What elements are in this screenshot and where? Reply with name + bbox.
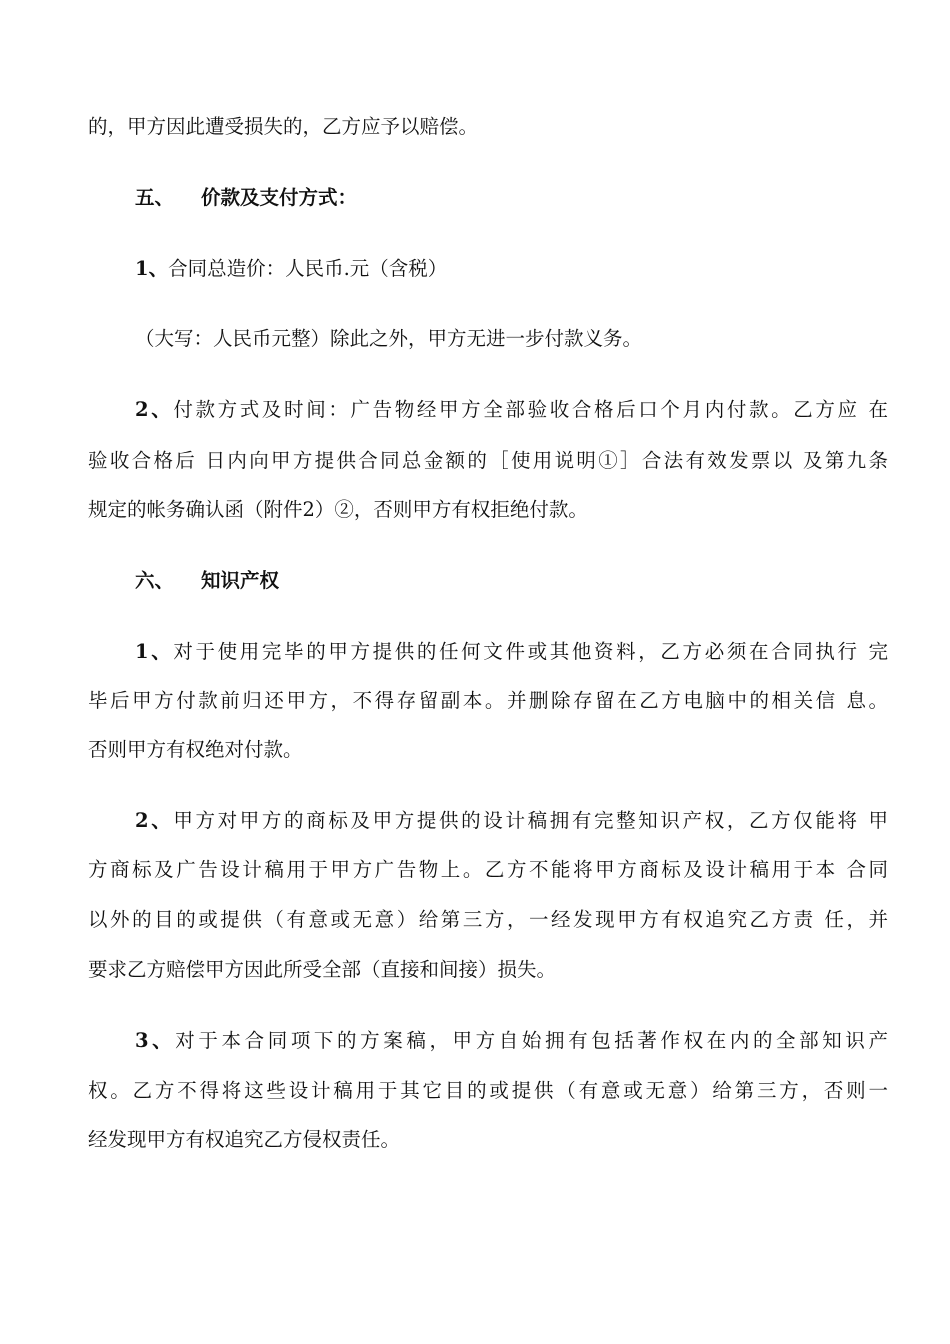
clause-text: 对于使用完毕的甲方提供的任何文件或其他资料，乙方必须在合同执行 完 <box>173 640 888 663</box>
section-heading-5 <box>135 185 357 211</box>
clause-5-2-line-1 <box>135 397 888 423</box>
clause-text: 付款方式及时间：广告物经甲方全部验收合格后口个月内付款。乙方应 在 <box>173 398 888 421</box>
clause-number: 2、 <box>135 398 174 421</box>
section-number: 五、 <box>135 186 175 209</box>
clause-6-2-line-2: 方商标及广告设计稿用于甲方广告物上。乙方不能将甲方商标及设计稿用于本 合同 <box>88 858 888 881</box>
clause-6-1-line-2: 毕后甲方付款前归还甲方，不得存留副本。并删除存留在乙方电脑中的相关信 息。 <box>88 689 888 712</box>
section-number: 六、 <box>135 569 175 592</box>
section-title: 价款及支付方式： <box>201 186 358 209</box>
clause-5-2-line-2: 验收合格后 日内向甲方提供合同总金额的［使用说明①］合法有效发票以 及第九条 <box>88 449 888 472</box>
clause-5-1-line-2: （大写：人民币元整）除此之外，甲方无进一步付款义务。 <box>135 327 643 350</box>
clause-6-3-line-1 <box>135 1028 888 1054</box>
paragraph-line: 的，甲方因此遭受损失的，乙方应予以赔偿。 <box>88 115 479 138</box>
clause-number: 3、 <box>135 1029 176 1052</box>
clause-6-2-line-1 <box>135 808 888 834</box>
section-heading-6 <box>135 568 279 594</box>
clause-6-1-line-1 <box>135 639 888 665</box>
clause-5-1-line-1 <box>135 256 888 282</box>
clause-6-1-line-3: 否则甲方有权绝对付款。 <box>88 738 303 761</box>
clause-number: 1、 <box>135 257 169 280</box>
clause-number: 1、 <box>135 640 174 663</box>
clause-text: 对于本合同项下的方案稿，甲方自始拥有包括著作权在内的全部知识产 <box>175 1029 888 1052</box>
clause-6-2-line-3: 以外的目的或提供（有意或无意）给第三方，一经发现甲方有权追究乙方责 任，并 <box>88 908 888 931</box>
section-title: 知识产权 <box>201 569 280 592</box>
clause-6-3-line-2: 权。乙方不得将这些设计稿用于其它目的或提供（有意或无意）给第三方，否则一 <box>88 1079 888 1102</box>
clause-number: 2、 <box>135 809 174 832</box>
clause-6-3-line-3: 经发现甲方有权追究乙方侵权责任。 <box>88 1128 401 1151</box>
clause-text: 甲方对甲方的商标及甲方提供的设计稿拥有完整知识产权，乙方仅能将 甲 <box>173 809 888 832</box>
clause-6-2-line-4: 要求乙方赔偿甲方因此所受全部（直接和间接）损失。 <box>88 958 557 981</box>
clause-text: 合同总造价：人民币.元（含税） <box>168 257 448 280</box>
clause-5-2-line-3: 规定的帐务确认函（附件2）②，否则甲方有权拒绝付款。 <box>88 498 588 521</box>
